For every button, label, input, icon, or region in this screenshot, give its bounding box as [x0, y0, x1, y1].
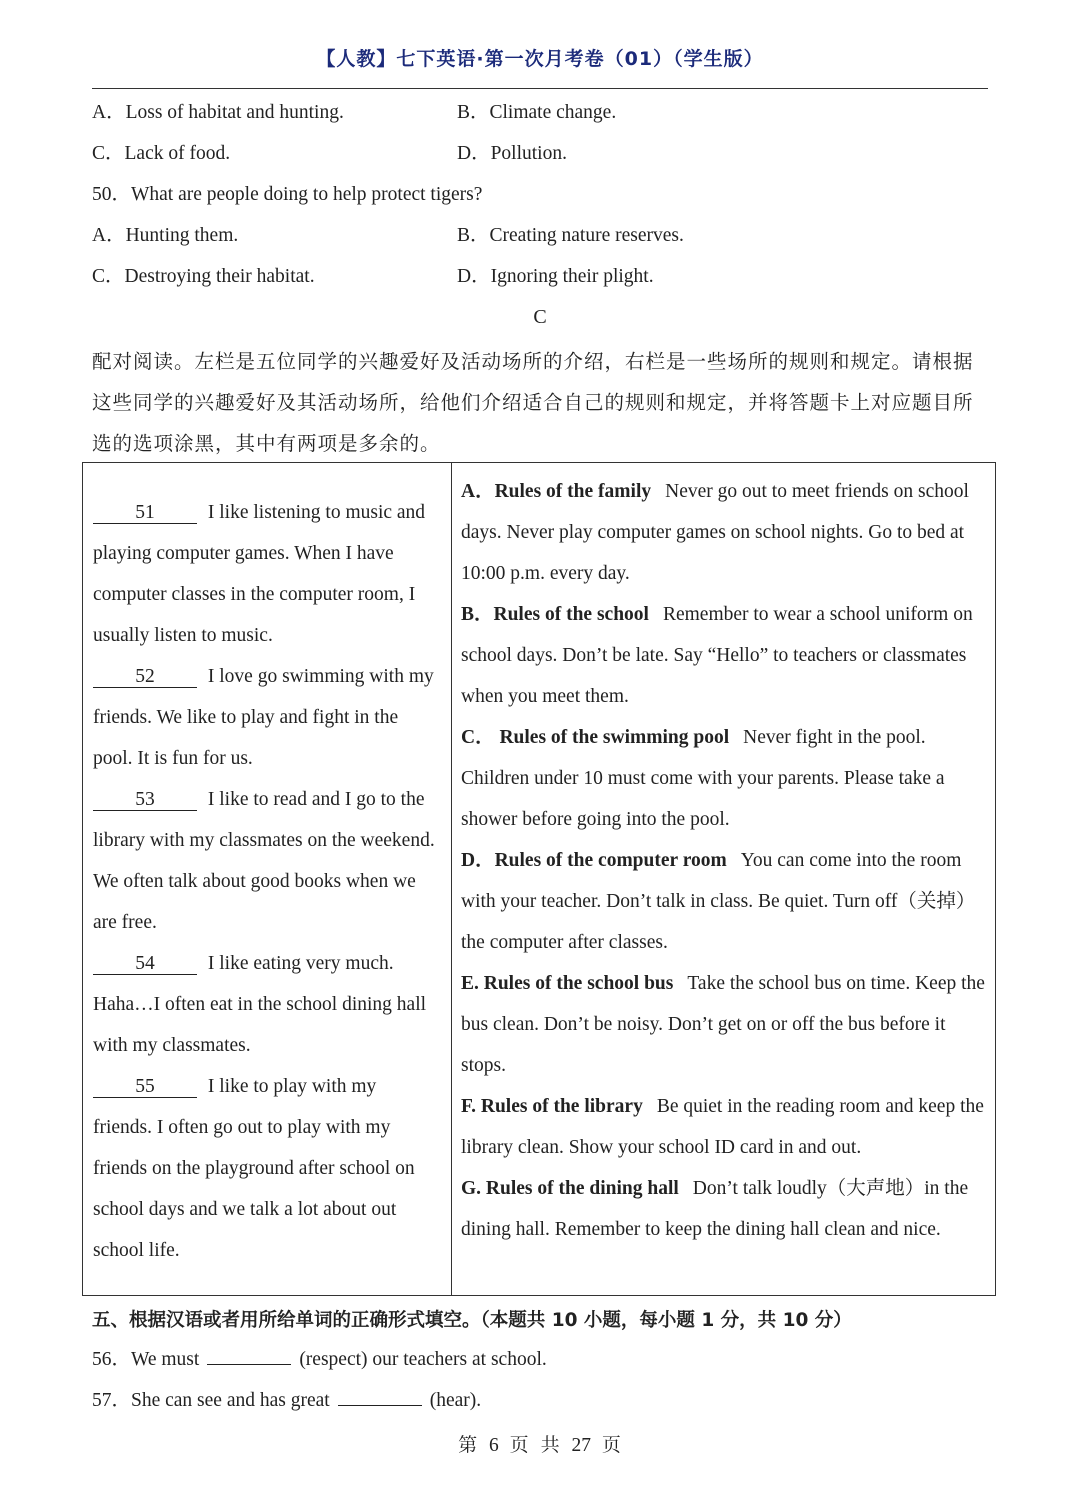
rule-title-e: E. Rules of the school bus: [461, 973, 674, 994]
rule-item-c: [461, 717, 991, 840]
rule-item-d: [461, 840, 991, 963]
student-item-53: [93, 779, 435, 943]
q56-answer-blank[interactable]: [207, 1348, 291, 1365]
student-item-54: [93, 943, 435, 1066]
student-item-55: [93, 1066, 435, 1271]
q57: [92, 1389, 481, 1413]
rule-item-g: [461, 1168, 991, 1250]
student-text-53: I like to read and I go to the library with my classmates on the weekend. We often talk about good books when we are free.: [93, 789, 435, 933]
student-text-55: I like to play with my friends. I often go out to play with my friends on the playground after school on school days and we talk a lot about out school life.: [93, 1076, 415, 1261]
student-text-54: I like eating very much. Haha…I often eat in the school dining hall with my classmates.: [93, 953, 427, 1056]
rule-text-g: Don’t talk loudly（大声地）in the dining hall. Remember to keep the dining hall clean and nice.: [461, 1178, 969, 1240]
student-item-52: [93, 656, 435, 779]
q57-answer-blank[interactable]: [338, 1389, 422, 1406]
student-text-51: I like listening to music and playing computer games. When I have computer classes in the computer room, I usually listen to music.: [93, 502, 426, 646]
q56: [92, 1348, 547, 1372]
q50-option-b: B．Creating nature reserves.: [457, 225, 684, 246]
rule-title-g: G. Rules of the dining hall: [461, 1178, 679, 1199]
answer-blank-54[interactable]: 54: [93, 954, 197, 975]
rule-text-d: You can come into the room with your teacher. Don’t talk in class. Be quiet. Turn off（关掉）the computer after classes.: [461, 850, 976, 953]
q49-option-a: A．Loss of habitat and hunting.: [92, 102, 344, 123]
q50-option-d: D．Ignoring their plight.: [457, 266, 654, 287]
rule-item-f: [461, 1086, 991, 1168]
rule-text-b: Remember to wear a school uniform on school days. Don’t be late. Say “Hello” to teachers or classmates when you meet them.: [461, 604, 973, 707]
rule-item-a: [461, 471, 991, 594]
page-header-title: 【人教】七下英语·第一次月考卷（01）（学生版）: [316, 48, 764, 70]
q50-question: 50．What are people doing to help protect tigers?: [92, 184, 483, 205]
q57-before: 57．She can see and has great: [92, 1390, 330, 1411]
q50-option-c: C．Destroying their habitat.: [92, 266, 315, 287]
q56-before: 56．We must: [92, 1349, 200, 1370]
rule-title-a: A．Rules of the family: [461, 481, 652, 502]
student-descriptions: [93, 492, 435, 1271]
footer-page-number: 6: [489, 1435, 499, 1456]
footer-label-3: 页: [601, 1434, 622, 1456]
footer-label-2: 页: [509, 1434, 530, 1456]
rule-text-e: Take the school bus on time. Keep the bus clean. Don’t be noisy. Don’t get on or off the bus before it stops.: [461, 973, 985, 1076]
page-footer: [0, 1430, 1080, 1457]
matching-table: [82, 462, 996, 1296]
student-text-52: I love go swimming with my friends. We like to play and fight in the pool. It is fun for us.: [93, 666, 434, 769]
section-5-title: 五、根据汉语或者用所给单词的正确形式填空。（本题共 10 小题，每小题 1 分，共 10 分）: [92, 1310, 852, 1331]
answer-blank-53[interactable]: 53: [93, 790, 197, 811]
q56-after: (respect) our teachers at school.: [299, 1349, 547, 1370]
footer-total-pages: 27: [571, 1435, 591, 1456]
rule-title-b: B．Rules of the school: [461, 604, 649, 625]
answer-blank-51[interactable]: 51: [93, 503, 197, 524]
rule-title-c: C． Rules of the swimming pool: [461, 727, 730, 748]
rule-title-d: D．Rules of the computer room: [461, 850, 727, 871]
footer-total-label: 共: [540, 1434, 561, 1456]
q50-option-a: A．Hunting them.: [92, 225, 239, 246]
rule-text-a: Never go out to meet friends on school days. Never play computer games on school nights. Go to bed at 10:00 p.m. every day.: [461, 481, 969, 584]
rule-text-f: Be quiet in the reading room and keep the library clean. Show your school ID card in and out.: [461, 1096, 984, 1158]
table-column-divider: [451, 463, 452, 1295]
rule-title-f: F. Rules of the library: [461, 1096, 643, 1117]
section-c-label: C: [533, 306, 547, 328]
footer-label-1: 第: [458, 1434, 479, 1456]
q49-option-d: D．Pollution.: [457, 143, 567, 164]
q49-option-c: C．Lack of food.: [92, 143, 231, 164]
rules-list: [461, 471, 991, 1250]
header-divider: [92, 88, 988, 89]
rule-item-e: [461, 963, 991, 1086]
q49-option-b: B．Climate change.: [457, 102, 617, 123]
student-item-51: [93, 492, 435, 656]
answer-blank-52[interactable]: 52: [93, 667, 197, 688]
rule-text-c: Never fight in the pool. Children under 10 must come with your parents. Please take a shower before going into the pool.: [461, 727, 945, 830]
answer-blank-55[interactable]: 55: [93, 1077, 197, 1098]
rule-item-b: [461, 594, 991, 717]
section-c-instructions: 配对阅读。左栏是五位同学的兴趣爱好及活动场所的介绍，右栏是一些场所的规则和规定。请根据这些同学的兴趣爱好及其活动场所，给他们介绍适合自己的规则和规定，并将答题卡上对应题目所选的选项涂黑，其中有两项是多余的。: [92, 350, 974, 455]
q57-after: (hear).: [429, 1390, 482, 1411]
